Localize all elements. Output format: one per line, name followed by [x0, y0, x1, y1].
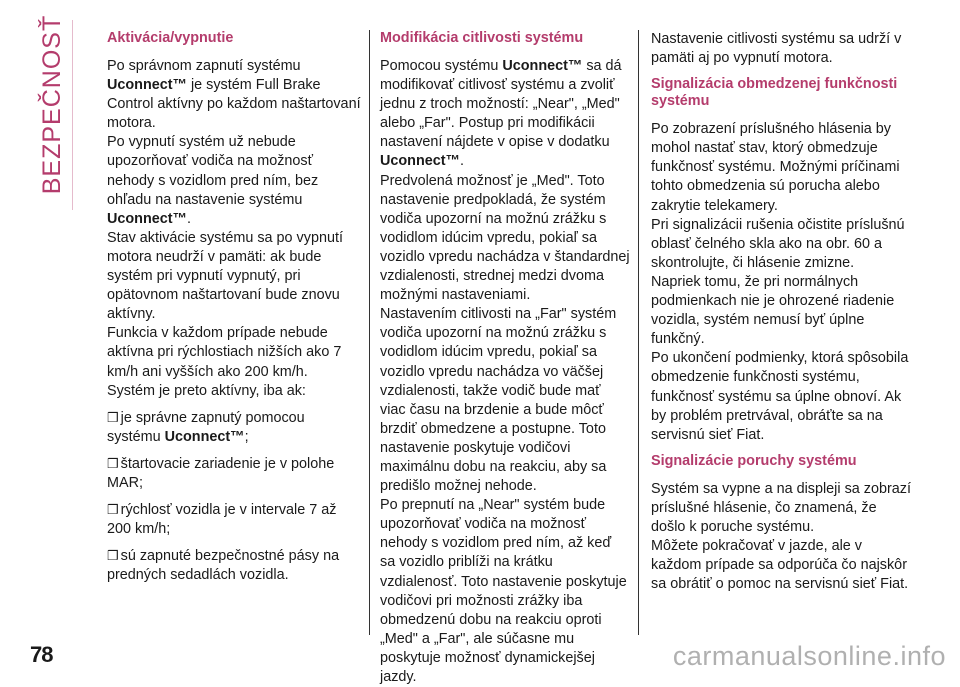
text: štartovacie zariadenie je v polohe MAR;: [107, 455, 335, 491]
brand-name: Uconnect™: [107, 77, 187, 94]
heading-sensitivity: Modifikácia citlivosti systému: [380, 30, 584, 46]
text: sú zapnuté bezpečnostné pásy na predných sedadlách vozidla.: [107, 548, 340, 584]
column-2: [380, 30, 630, 687]
brand-name: Uconnect™: [107, 210, 187, 227]
section-title-vertical: [28, 14, 78, 194]
paragraph: Po ukončení podmienky, ktorá spôsobila obmedzenie funkčnosti systému, funkčnosť systému sa úplne obnoví. Ak by problém pretrvával, obráťte sa na servisnú sieť Fiat.: [651, 350, 909, 443]
text: ;: [244, 428, 249, 445]
list-item: [107, 500, 362, 539]
paragraph: Pri signalizácii rušenia očistite príslušnú oblasť čelného skla ako na obr. 60 a skontrolujte, či hlásenie zmizne.: [651, 216, 905, 271]
paragraph: Funkcia v každom prípade nebude aktívna pri rýchlostiach nižších ako 7 km/h ani vyšších ako 200 km/h.: [107, 325, 342, 380]
checkbox-bullet-icon: ❒: [107, 502, 119, 518]
column-divider-2: [638, 30, 639, 635]
page-number: 78: [30, 642, 53, 667]
list-item: [107, 454, 362, 493]
paragraph: Po prepnutí na „Near" systém bude upozorňovať vodiča na možnosť nehody s vozidlom pred ním, až keď sa vozidlo priblíži na krátku vzdialenosť. Toto nastavenie poskytuje vodičovi pri možnosti zrážky iba obmedzenú dobu na reakciu oproti „Med" a „Far", ale súčasne mu poskytuje možnosť dynamickejšej jazdy.: [380, 497, 627, 685]
paragraph: Stav aktivácie systému sa po vypnutí motora neudrží v pamäti: ak bude systém pri vypnutí vypnutý, pri opätovnom naštartovaní bude znovu aktívny.: [107, 229, 343, 323]
paragraph: Nastavením citlivosti na „Far" systém vodiča upozorní na možnú zrážku s vodidlom idúcim vpredu, pokiaľ sa vozidlo vpredu nachádza vo väčšej vzdialenosti, takže vodič bude mať viac času na brzdenie a bude môcť brzdiť obmedzene a postupne. Toto nastavenie poskytuje vodičovi maximálnu dobu na reakciu, aby sa predišlo možnej nehode.: [380, 306, 617, 495]
column-1: [107, 30, 362, 585]
text: Pomocou systému: [380, 58, 503, 74]
text: rýchlosť vozidla je v intervale 7 až 200 km/h;: [107, 502, 337, 538]
checkbox-bullet-icon: ❒: [107, 409, 119, 425]
sidebar-divider: [72, 20, 73, 210]
watermark: carmanualsonline.info: [672, 641, 946, 671]
text: je systém Full Brake Control aktívny po každom naštartovaní motora.: [107, 77, 361, 132]
paragraph: Systém je preto aktívny, iba ak:: [107, 382, 306, 399]
list-item: [107, 408, 362, 447]
brand-name: Uconnect™: [380, 153, 460, 170]
text: .: [186, 210, 191, 227]
paragraph: Môžete pokračovať v jazde, ale v každom prípade sa odporúča čo najskôr sa obrátiť o pomoc na servisnú sieť Fiat.: [651, 538, 909, 593]
column-divider-1: [369, 30, 370, 635]
checkbox-bullet-icon: ❒: [107, 548, 119, 564]
text: je správne zapnutý pomocou systému: [107, 409, 305, 445]
paragraph: Po zobrazení príslušného hlásenia by mohol nastať stav, ktorý obmedzuje funkčnosť systému. Možnými príčinami tohto obmedzenia sú porucha alebo zakrytie telekamery.: [651, 121, 900, 214]
paragraph: Predvolená možnosť je „Med". Toto nastavenie predpokladá, že systém vodiča upozorní na možnú zrážku s vodidlom idúcim vpredu, pokiaľ sa vozidlo vpredu nachádza v štandardnej vzdialenosti, strednej medzi dvoma možnými nastaveniami.: [380, 172, 630, 304]
heading-system-failure: Signalizácie poruchy systému: [651, 452, 857, 469]
paragraph: [380, 57, 630, 172]
list-item: [107, 546, 362, 585]
paragraph: [107, 57, 362, 133]
text: .: [459, 153, 464, 170]
paragraph: [107, 133, 362, 228]
spacer: [651, 68, 911, 76]
paragraph: Nastavenie citlivosti systému sa udrží v pamäti aj po vypnutí motora.: [651, 31, 902, 67]
text: Po správnom zapnutí systému: [107, 58, 301, 74]
column-3: [651, 30, 911, 594]
brand-name: Uconnect™: [502, 58, 583, 74]
text: sa dá modifikovať citlivosť systému a zvoliť jednu z troch možností: „Near", „Med" alebo „Far". Postup pri modifikácii nastavení nájdete v opise v dodatku: [380, 58, 622, 151]
checkbox-bullet-icon: ❒: [107, 455, 119, 471]
spacer: [651, 445, 911, 453]
heading-limited-function: Signalizácia obmedzenej funkčnosti systému: [651, 76, 898, 110]
text: Po vypnutí systém už nebude upozorňovať vodiča na možnosť nehody s vozidlom pred ním, bez ohľadu na nastavenie systému: [107, 134, 319, 208]
heading-activation: Aktivácia/vypnutie: [107, 30, 234, 46]
paragraph: Systém sa vypne a na displeji sa zobrazí príslušné hlásenie, čo znamená, že došlo k poruche systému.: [651, 480, 911, 535]
paragraph: Napriek tomu, že pri normálnych podmienkach nie je ohrozené riadenie vozidla, systém nemusí byť úplne funkčný.: [651, 273, 895, 348]
brand-name: Uconnect™: [164, 428, 245, 445]
section-title-text: BEZPEČNOSŤ: [38, 14, 67, 194]
